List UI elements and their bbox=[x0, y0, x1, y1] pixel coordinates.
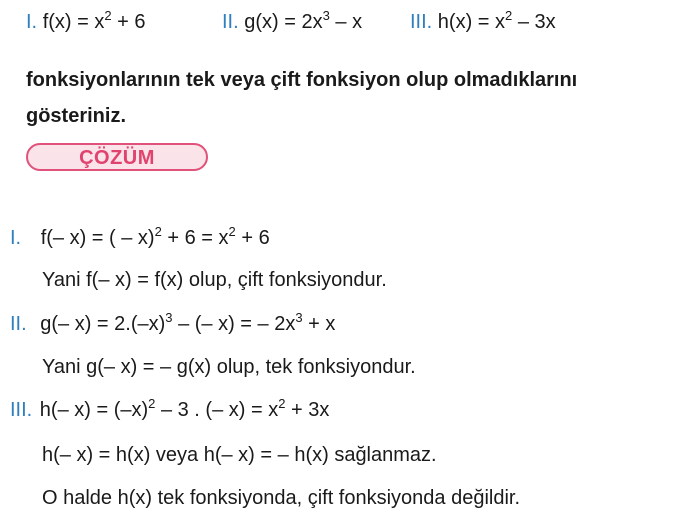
function-i bbox=[26, 10, 146, 34]
equation-c: + x bbox=[302, 313, 336, 335]
exponent: 3 bbox=[322, 8, 330, 23]
equation-c: + 3x bbox=[285, 399, 330, 421]
numeral: II. bbox=[10, 313, 27, 335]
function-expression-rest: – 3x bbox=[512, 11, 556, 33]
equation-a: f(– x) = ( – x) bbox=[40, 227, 155, 249]
numeral: I. bbox=[10, 227, 22, 249]
numeral: III. bbox=[10, 399, 33, 421]
part-iii-line-3: O halde h(x) tek fonksiyonda, çift fonksiyonda değildir. bbox=[42, 487, 521, 509]
numeral: I. bbox=[26, 11, 38, 33]
equation-b: – 3 . (– x) = x bbox=[155, 399, 279, 421]
part-ii-equation bbox=[10, 312, 335, 336]
prompt-line-2: gösteriniz. bbox=[26, 105, 127, 127]
exponent: 2 bbox=[228, 224, 236, 239]
part-iii-equation bbox=[10, 398, 329, 422]
part-iii-line-2: h(– x) = h(x) veya h(– x) = – h(x) sağlanmaz. bbox=[42, 444, 437, 466]
equation-a: h(– x) = (–x) bbox=[39, 399, 149, 421]
solution-badge bbox=[26, 143, 208, 171]
equation-b: – (– x) = – 2x bbox=[172, 313, 296, 335]
numeral: II. bbox=[222, 11, 239, 33]
equation-b: + 6 = x bbox=[161, 227, 229, 249]
function-ii bbox=[222, 10, 362, 34]
exponent: 3 bbox=[165, 310, 173, 325]
function-expression: f(x) = x bbox=[42, 11, 105, 33]
part-ii-conclusion: Yani g(– x) = – g(x) olup, tek fonksiyondur. bbox=[42, 356, 416, 378]
part-i-conclusion: Yani f(– x) = f(x) olup, çift fonksiyondur. bbox=[42, 269, 387, 291]
function-expression: g(x) = 2x bbox=[244, 11, 323, 33]
exponent: 2 bbox=[154, 224, 162, 239]
function-expression: h(x) = x bbox=[437, 11, 506, 33]
function-iii bbox=[410, 10, 556, 34]
equation-c: + 6 bbox=[235, 227, 270, 249]
function-expression-rest: – x bbox=[329, 11, 363, 33]
numeral: III. bbox=[410, 11, 433, 33]
solution-label: ÇÖZÜM bbox=[79, 147, 155, 169]
part-i-equation bbox=[10, 226, 270, 250]
function-expression-rest: + 6 bbox=[111, 11, 146, 33]
exponent: 3 bbox=[295, 310, 303, 325]
exponent: 2 bbox=[148, 396, 156, 411]
exponent: 2 bbox=[505, 8, 513, 23]
exponent: 2 bbox=[104, 8, 112, 23]
equation-a: g(– x) = 2.(–x) bbox=[40, 313, 166, 335]
exponent: 2 bbox=[278, 396, 286, 411]
prompt-line-1: fonksiyonlarının tek veya çift fonksiyon olup olmadıklarını bbox=[26, 69, 578, 91]
